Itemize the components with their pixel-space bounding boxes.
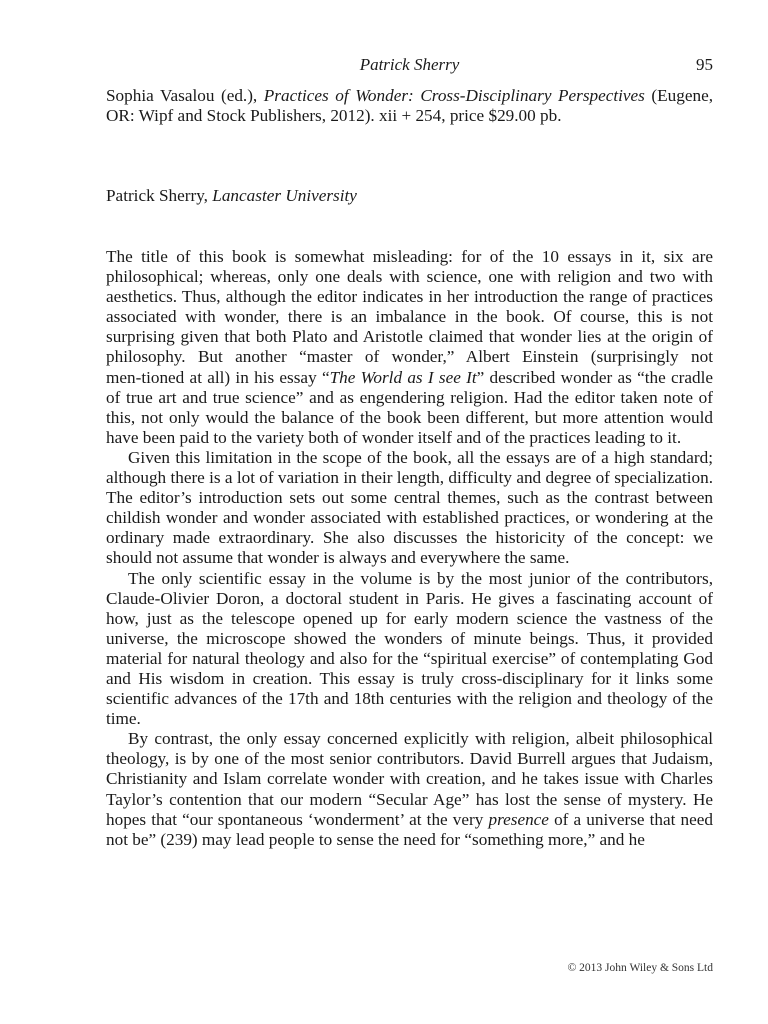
paragraph-3: The only scientific essay in the volume is by the most junior of the contributors, Claude-Olivier Doron, a doctoral student in Paris. He gives a fascinating account of how, just as the telescope opened up for early modern science the vastness of the universe, the microscope showed the wonders of minute beings. Thus, it provided material for natural theology and also for the “spiritual exercise” of contemplating God and His wisdom in creation. This essay is truly cross-disciplinary for it links some scientific advances of the 17th and 18th centuries with the religion and theology of the time. xyxy=(106,568,713,729)
citation-book-title: Practices of Wonder: Cross-Disciplinary Perspectives xyxy=(263,86,645,105)
book-citation xyxy=(106,86,713,126)
paragraph-1-text-b: ” described wonder as “the cradle of true art and true science” and as engendering religion. Had the editor taken note of this, not only would the balance of the book been different, but more attention would have been paid to the variety both of wonder itself and of the practices leading to it. xyxy=(106,367,713,447)
paragraph-4-text-b: of a universe that need not be” (239) may lead people to sense the need for “something more,” and he xyxy=(106,809,713,849)
paragraph-1-text-a: The title of this book is somewhat misleading: for of the 10 essays in it, six are philosophical; whereas, only one deals with science, one with religion and two with aesthetics. Thus, although the editor indicates in her introduction the range of practices associated with wonder, there is an imbalance in the book. Of course, this is not surprising given that both Plato and Aristotle claimed that wonder lies at the origin of philosophy. But another “master of wonder,” Albert Einstein (surprisingly not men‑tioned at all) in his essay “ xyxy=(106,247,713,387)
running-head xyxy=(106,55,713,79)
paragraph-4-text-a: By contrast, the only essay concerned explicitly with religion, albeit philosophical theology, is by one of the most senior contributors. David Burrell argues that Judaism, Christianity and Islam correlate wonder with creation, and he takes issue with Charles Taylor’s contention that our modern “Secular Age” has lost the sense of mystery. He hopes that “our spontaneous ‘wonderment’ at the very xyxy=(106,729,713,829)
paragraph-1 xyxy=(106,247,713,448)
page-number: 95 xyxy=(696,55,713,74)
emphasis-presence: presence xyxy=(488,809,549,829)
review-body xyxy=(106,247,713,850)
essay-title: The World as I see It xyxy=(329,367,477,387)
running-head-author: Patrick Sherry xyxy=(359,55,460,74)
reviewer-affiliation: Lancaster University xyxy=(212,186,357,205)
paragraph-4 xyxy=(106,729,713,850)
reviewer-name: Patrick Sherry, xyxy=(106,186,213,205)
copyright-footer: © 2013 John Wiley & Sons Ltd xyxy=(567,962,713,974)
citation-publication: (Eugene, OR: Wipf and Stock Publishers, 2012). xii + 254, price $29.00 pb. xyxy=(106,86,713,126)
paragraph-2: Given this limitation in the scope of the book, all the essays are of a high standard; although there is a lot of variation in their length, difficulty and degree of specialization. The editor’s introduction sets out some central themes, such as the contrast between childish wonder and wonder associated with established practices, or wondering at the ordinary made extraordinary. She also discusses the historicity of the concept: we should not assume that wonder is always and everywhere the same. xyxy=(106,447,713,568)
reviewer-line xyxy=(106,186,713,206)
citation-editor: Sophia Vasalou (ed.), xyxy=(106,86,264,105)
